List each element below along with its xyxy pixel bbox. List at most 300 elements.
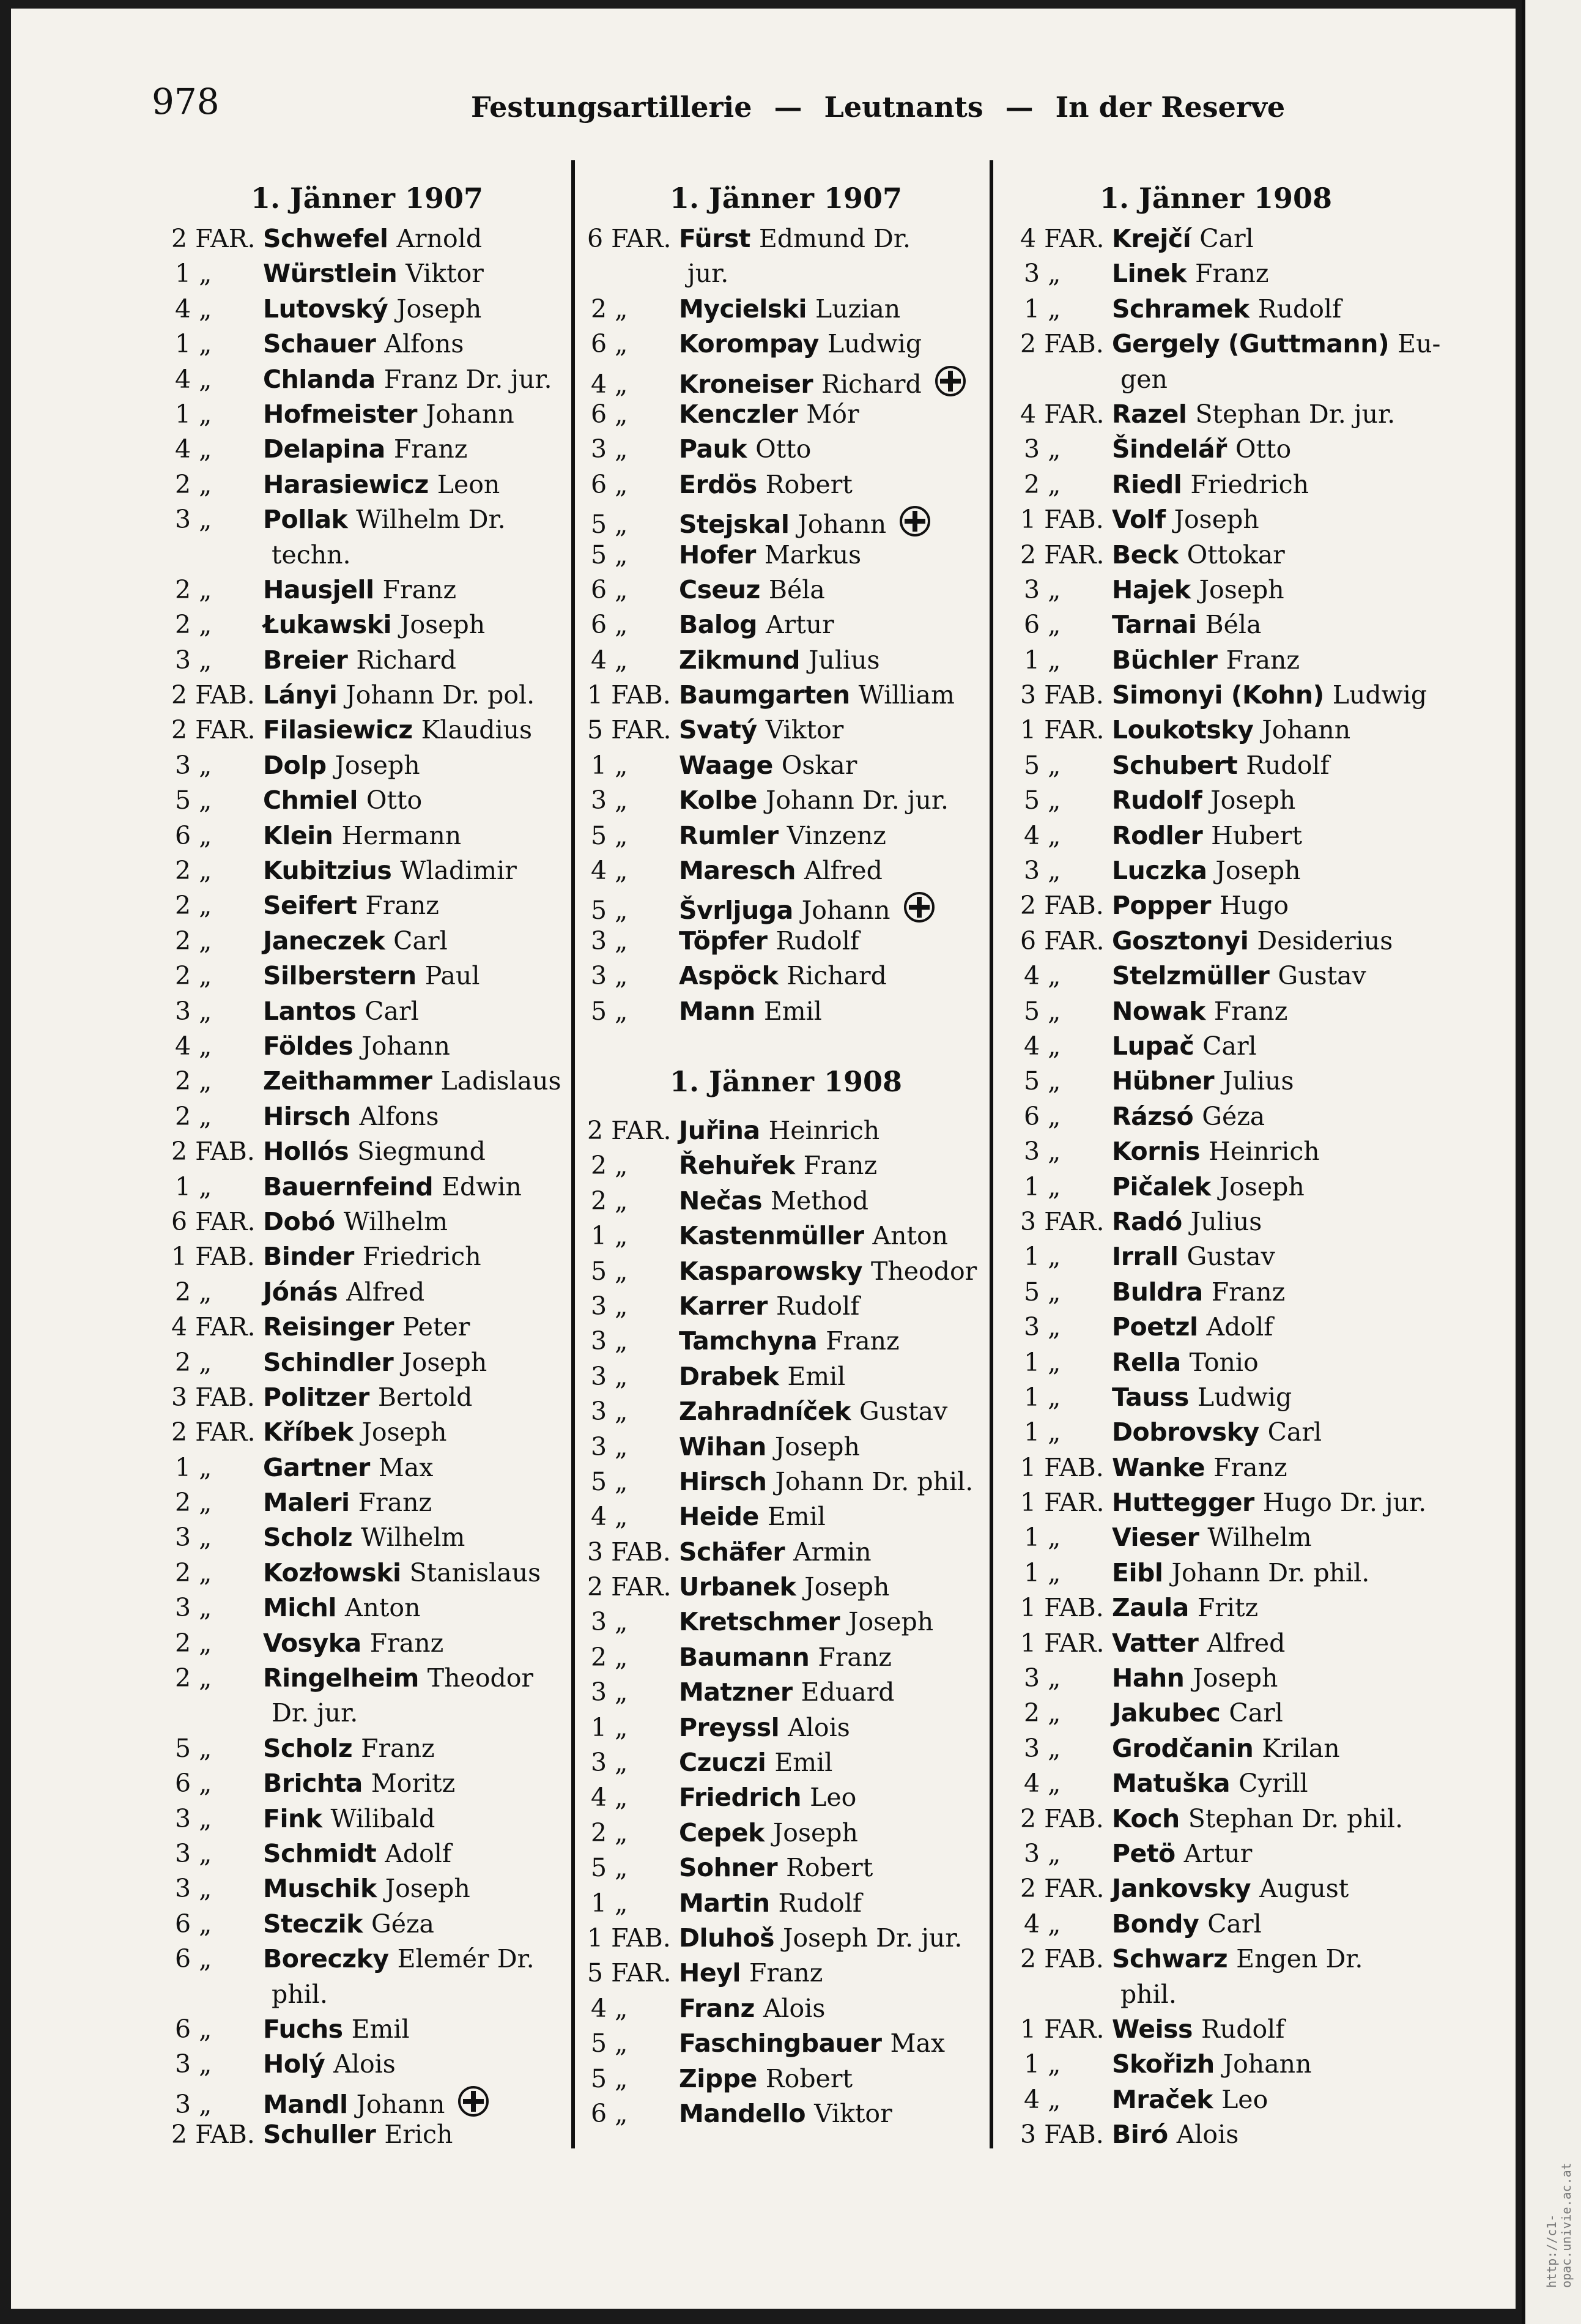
surname: Popper (1112, 891, 1211, 921)
given-name: Joseph (1219, 1171, 1305, 1201)
regiment-number: 6 „ (591, 610, 628, 640)
list-item (1020, 1696, 1412, 1731)
regiment-number: 3 „ (175, 750, 212, 780)
list-item (171, 678, 563, 713)
list-item (1020, 1626, 1412, 1661)
regiment-number: 6 „ (175, 1769, 212, 1799)
given-name: Joseph (396, 294, 482, 324)
surname: Wanke (1112, 1452, 1205, 1482)
given-name: Theodor (871, 1256, 977, 1286)
list-item (587, 2096, 985, 2131)
surname: Mandello (679, 2098, 806, 2128)
surname: Scholz (263, 1733, 353, 1763)
surname: Waage (679, 750, 773, 780)
given-name: Engen Dr. (1236, 1944, 1363, 1974)
regiment-number: 1 FAB. (587, 1923, 671, 1953)
surname: Mandl (263, 2089, 348, 2119)
surname: Kříbek (263, 1417, 354, 1447)
given-name: Franz (1194, 259, 1269, 289)
given-name: Joseph (385, 1874, 470, 1904)
cross-decoration-icon (904, 892, 935, 923)
list-item (171, 1205, 563, 1239)
regiment-number: 3 „ (591, 434, 628, 464)
list-item (171, 397, 563, 432)
regiment-number: 1 „ (591, 1888, 628, 1918)
regiment-number: 3 „ (591, 1748, 628, 1778)
surname: Zaula (1112, 1593, 1189, 1623)
surname: Dobó (263, 1206, 335, 1236)
regiment-number: 3 „ (1024, 574, 1061, 604)
list-item (171, 1802, 563, 1836)
regiment-number: 3 „ (175, 1593, 212, 1623)
list-item (171, 1380, 563, 1415)
surname: Brichta (263, 1769, 363, 1799)
regiment-number: 4 FAR. (1020, 399, 1105, 429)
list-item (171, 573, 563, 607)
surname: Hausjell (263, 574, 374, 604)
list-item (171, 1134, 563, 1169)
surname: Vieser (1112, 1523, 1199, 1553)
regiment-number: 3 FAB. (1020, 680, 1104, 710)
surname: Tamchyna (679, 1326, 818, 1356)
given-name: Johann Dr. jur. (765, 785, 949, 815)
regiment-number: 3 „ (1024, 856, 1061, 886)
regiment-number: 1 „ (591, 1712, 628, 1742)
list-item (171, 888, 563, 923)
list-item (587, 819, 985, 853)
list-item (587, 643, 985, 678)
given-name: Luzian (815, 294, 901, 324)
list-item (1020, 1661, 1412, 1696)
list-item (587, 853, 985, 888)
regiment-number: 1 „ (1024, 1382, 1061, 1412)
list-item (171, 1871, 563, 1906)
given-name: Franz (826, 1326, 900, 1356)
column-1 (171, 177, 563, 2152)
list-item (587, 607, 985, 642)
list-item (587, 1780, 985, 1815)
list-item (587, 1956, 985, 1991)
regiment-number: 3 „ (591, 1677, 628, 1707)
surname: Breier (263, 645, 348, 675)
given-name: Elemér Dr. (397, 1944, 535, 1974)
regiment-number: 6 „ (591, 574, 628, 604)
list-item (1020, 924, 1412, 959)
regiment-number: 5 „ (1024, 996, 1061, 1026)
regiment-number: 2 FAB. (171, 680, 255, 710)
surname: Riedl (1112, 469, 1182, 499)
given-name: Franz (1226, 645, 1300, 675)
list-item (171, 292, 563, 327)
surname: Krejčí (1112, 224, 1191, 253)
regiment-number: 2 „ (591, 1817, 628, 1847)
given-name: Carl (1229, 1698, 1283, 1728)
given-name: Klaudius (421, 715, 533, 745)
regiment-number: 5 „ (591, 896, 628, 926)
given-name: Emil (763, 996, 822, 1026)
list-item (1020, 327, 1441, 362)
surname: Büchler (1112, 645, 1218, 675)
given-name: Gustav (1187, 1242, 1275, 1272)
regiment-number: 4 „ (175, 294, 212, 324)
regiment-number: 2 FAR. (587, 1572, 672, 1602)
surname: Heide (679, 1502, 759, 1532)
surname: Zippe (679, 2063, 757, 2093)
regiment-number: 4 „ (1024, 961, 1061, 991)
given-name: Artur (1183, 1838, 1253, 1868)
regiment-number: 3 „ (1024, 1733, 1061, 1763)
surname: Matzner (679, 1677, 793, 1707)
regiment-number: 2 „ (591, 1151, 628, 1181)
surname: Weiss (1112, 2014, 1193, 2044)
list-item (587, 994, 985, 1029)
surname: Wihan (679, 1431, 766, 1461)
given-name: Julius (809, 645, 880, 675)
given-name: Artur (766, 610, 834, 640)
given-name: Johann (361, 1031, 450, 1061)
list-item (1020, 502, 1412, 537)
surname: Drabek (679, 1361, 779, 1391)
surname: Franz (679, 1993, 755, 2023)
surname: Hübner (1112, 1066, 1215, 1096)
given-name: Otto (1235, 434, 1292, 464)
surname: Mraček (1112, 2084, 1213, 2114)
regiment-number: 2 „ (175, 856, 212, 886)
given-name: Method (771, 1186, 869, 1216)
given-name: Stephan Dr. jur. (1195, 399, 1396, 429)
regiment-number: 1 FAB. (1020, 1593, 1104, 1623)
list-item (171, 2047, 563, 2082)
surname: Hofmeister (263, 399, 417, 429)
list-item (1020, 1170, 1412, 1205)
given-name: Leo (810, 1783, 857, 1813)
regiment-number: 1 „ (1024, 2049, 1061, 2079)
regiment-number: 5 „ (1024, 750, 1061, 780)
list-item (171, 432, 563, 467)
surname: Harasiewicz (263, 469, 429, 499)
surname: Nečas (679, 1186, 762, 1216)
surname: Dobrovsky (1112, 1417, 1259, 1447)
given-name: Stanislaus (409, 1557, 541, 1587)
given-name: Carl (1267, 1417, 1322, 1447)
edge-note: http://c1-opac.univie.ac.at (1544, 2163, 1574, 2288)
list-item (587, 221, 985, 256)
regiment-number: 2 „ (175, 1347, 212, 1377)
regiment-number: 1 FAB. (1020, 1452, 1104, 1482)
given-name: Joseph (804, 1572, 890, 1602)
running-head-part: In der Reserve (1055, 91, 1286, 124)
given-name: Rudolf (778, 1888, 862, 1918)
surname: Seifert (263, 891, 357, 921)
given-name: Carl (1207, 1909, 1262, 1939)
list-item (587, 1254, 985, 1289)
regiment-number: 3 „ (1024, 1838, 1061, 1868)
given-name: Moritz (371, 1769, 456, 1799)
list-item (1020, 1415, 1412, 1450)
list-item (171, 502, 563, 537)
surname: Lányi (263, 680, 338, 710)
surname: Łukawski (263, 610, 392, 640)
given-name-continued: jur. (687, 259, 729, 289)
list-item (1020, 256, 1412, 291)
given-name: Alfons (359, 1101, 439, 1131)
given-name: Franz (1211, 1277, 1286, 1307)
given-name: Johann Dr. pol. (346, 680, 535, 710)
list-item (171, 1556, 563, 1591)
given-name: Johann (425, 399, 514, 429)
regiment-number: 3 „ (175, 1838, 212, 1868)
list-item (171, 1239, 563, 1274)
list-item (587, 1324, 985, 1359)
regiment-number: 1 „ (175, 399, 212, 429)
list-item (171, 362, 563, 397)
list-item (171, 256, 563, 291)
given-name: Franz (365, 891, 439, 921)
given-name: Alois (1176, 2120, 1239, 2150)
surname: Pičalek (1112, 1171, 1211, 1201)
surname: Hirsch (679, 1466, 767, 1496)
surname: Chmiel (263, 785, 358, 815)
regiment-number: 1 „ (591, 1221, 628, 1251)
regiment-number: 1 „ (1024, 645, 1061, 675)
given-name: Alois (788, 1712, 850, 1742)
surname: Delapina (263, 434, 385, 464)
list-item (171, 1345, 563, 1380)
surname: Rella (1112, 1347, 1181, 1377)
surname: Schuller (263, 2120, 376, 2150)
surname: Binder (263, 1242, 354, 1272)
running-head-part: — (774, 91, 802, 124)
given-name: Joseph (1215, 856, 1301, 886)
regiment-number: 2 FAB. (1020, 329, 1104, 359)
surname: Tauss (1112, 1382, 1189, 1412)
surname: Kubitzius (263, 856, 392, 886)
regiment-number: 5 FAR. (587, 1958, 672, 1988)
regiment-number: 2 „ (175, 1277, 212, 1307)
list-item (587, 748, 985, 783)
section-heading: 1. Jänner 1907 (250, 182, 484, 215)
list-item (587, 1745, 985, 1780)
surname: Zikmund (679, 645, 800, 675)
regiment-number: 4 „ (1024, 2084, 1061, 2114)
given-name: Adolf (385, 1838, 452, 1868)
given-name: Rudolf (1201, 2014, 1285, 2044)
list-item (171, 221, 563, 256)
given-name: Leo (1221, 2084, 1268, 2114)
regiment-number: 5 „ (591, 1466, 628, 1496)
given-name: Robert (786, 1853, 873, 1883)
given-name-continued: Dr. jur. (272, 1698, 358, 1728)
surname: Kastenmüller (679, 1221, 864, 1251)
given-name: Viktor (405, 259, 484, 289)
list-item (587, 1430, 985, 1465)
surname: Cepek (679, 1817, 765, 1847)
surname: Zeithammer (263, 1066, 432, 1096)
given-name: Franz (369, 1628, 444, 1658)
regiment-number: 2 FAB. (1020, 1944, 1104, 1974)
regiment-number: 2 „ (591, 1186, 628, 1216)
list-item (587, 1851, 985, 1885)
list-item (171, 2012, 563, 2047)
given-name: William (858, 680, 955, 710)
given-name: Wilhelm Dr. (356, 505, 506, 535)
surname: Vatter (1112, 1628, 1199, 1658)
surname: Zahradníček (679, 1397, 851, 1427)
list-item (1020, 2047, 1412, 2082)
list-item (171, 1029, 563, 1064)
surname: Eibl (1112, 1557, 1163, 1587)
regiment-number: 4 „ (175, 364, 212, 394)
given-name: Rudolf (776, 926, 860, 956)
given-name: Cyrill (1239, 1769, 1308, 1799)
surname: Aspöck (679, 961, 779, 991)
given-name: Ludwig (1332, 680, 1427, 710)
given-name: Joseph (774, 1431, 860, 1461)
running-head-part: Leutnants (824, 91, 983, 124)
regiment-number: 4 „ (591, 1502, 628, 1532)
given-name: Franz (361, 1733, 435, 1763)
regiment-number: 3 „ (175, 996, 212, 1026)
given-name: Franz (1213, 1452, 1287, 1482)
list-item (171, 1415, 563, 1450)
list-item (587, 1499, 985, 1534)
regiment-number: 3 „ (1024, 1312, 1061, 1342)
list-item (1020, 888, 1412, 923)
surname: Skořizh (1112, 2049, 1215, 2079)
surname: Kenczler (679, 399, 798, 429)
given-name: Rudolf (1257, 294, 1342, 324)
given-name-continued: phil. (1120, 1979, 1177, 2009)
list-item (587, 1535, 985, 1570)
surname: Hollós (263, 1137, 349, 1167)
surname: Reisinger (263, 1312, 394, 1342)
given-name: Géza (1202, 1101, 1265, 1131)
list-item (1020, 1450, 1412, 1485)
regiment-number: 4 „ (1024, 820, 1061, 850)
list-item (587, 327, 985, 362)
regiment-number: 5 „ (591, 2063, 628, 2093)
list-item (1020, 1310, 1412, 1345)
surname: Politzer (263, 1382, 369, 1412)
regiment-number: 5 „ (1024, 1277, 1061, 1307)
list-item (587, 1921, 985, 1956)
surname: Beck (1112, 540, 1179, 570)
list-item (587, 1184, 985, 1219)
list-item (1020, 678, 1427, 713)
list-item (1020, 221, 1412, 256)
regiment-number: 3 „ (175, 2049, 212, 2079)
regiment-number: 3 „ (591, 1397, 628, 1427)
list-item (1020, 1731, 1412, 1766)
regiment-number: 6 „ (175, 1944, 212, 1974)
given-name: Adolf (1206, 1312, 1273, 1342)
regiment-number: 3 „ (1024, 434, 1061, 464)
list-item (587, 1113, 985, 1148)
surname: Petö (1112, 1838, 1176, 1868)
regiment-number: 6 FAR. (587, 224, 672, 253)
regiment-number: 3 „ (591, 1431, 628, 1461)
given-name: Franz (393, 434, 468, 464)
surname: Rázsó (1112, 1101, 1194, 1131)
list-item (171, 1907, 563, 1942)
surname: Pauk (679, 434, 747, 464)
given-name: Richard (356, 645, 456, 675)
list-item (1020, 1064, 1412, 1099)
surname: Jankovsky (1112, 1874, 1251, 1904)
surname: Stejskal (679, 510, 790, 540)
list-item (587, 783, 985, 818)
regiment-number: 6 FAR. (171, 1206, 256, 1236)
list-item (171, 1485, 563, 1520)
surname: Nowak (1112, 996, 1205, 1026)
regiment-number: 2 „ (175, 961, 212, 991)
regiment-number: 3 „ (175, 2089, 212, 2119)
regiment-number: 2 FAR. (171, 715, 256, 745)
regiment-number: 1 „ (591, 750, 628, 780)
given-name: Max (890, 2029, 946, 2059)
list-item (1020, 783, 1412, 818)
list-item (1020, 1239, 1412, 1274)
regiment-number: 2 FAR. (1020, 1874, 1105, 1904)
given-name: Ladislaus (440, 1066, 561, 1096)
given-name: Joseph (772, 1817, 858, 1847)
regiment-number: 3 „ (591, 961, 628, 991)
given-name: Alfred (804, 856, 883, 886)
given-name: Joseph (400, 610, 486, 640)
surname: Kolbe (679, 785, 757, 815)
list-item (1020, 2117, 1412, 2152)
regiment-number: 3 „ (175, 645, 212, 675)
given-name: Franz Dr. jur. (383, 364, 552, 394)
surname: Rumler (679, 820, 779, 850)
regiment-number: 1 „ (1024, 294, 1061, 324)
list-item-continuation (587, 256, 985, 291)
surname: Urbanek (679, 1572, 796, 1602)
regiment-number: 2 „ (1024, 1698, 1061, 1728)
surname: Martin (679, 1888, 770, 1918)
given-name: Emil (774, 1748, 833, 1778)
list-item (587, 2026, 985, 2061)
list-item (1020, 397, 1412, 432)
surname: Ringelheim (263, 1663, 419, 1693)
list-item (171, 327, 563, 362)
list-item (1020, 1591, 1412, 1625)
surname: Buldra (1112, 1277, 1203, 1307)
list-item (171, 748, 563, 783)
regiment-number: 1 FAR. (1020, 715, 1105, 745)
given-name: Heinrich (1209, 1137, 1320, 1167)
given-name: Viktor (765, 715, 844, 745)
list-item-continuation (171, 1977, 563, 2012)
given-name: Edmund Dr. (758, 224, 911, 253)
given-name: Johann (356, 2089, 445, 2119)
given-name: Robert (765, 2063, 853, 2093)
surname: Kasparowsky (679, 1256, 863, 1286)
surname: Würstlein (263, 259, 398, 289)
regiment-number: 3 „ (1024, 1663, 1061, 1693)
surname: Friedrich (679, 1783, 802, 1813)
regiment-number: 2 „ (591, 1642, 628, 1672)
list-item (171, 607, 563, 642)
list-item (1020, 1345, 1412, 1380)
surname: Razel (1112, 399, 1187, 429)
given-name: Ottokar (1187, 540, 1285, 570)
regiment-number: 1 FAB. (1020, 505, 1104, 535)
given-name: Emil (767, 1502, 826, 1532)
surname: Hirsch (263, 1101, 351, 1131)
list-item-continuation (1020, 1977, 1412, 2012)
section-heading: 1. Jänner 1908 (669, 1064, 903, 1098)
